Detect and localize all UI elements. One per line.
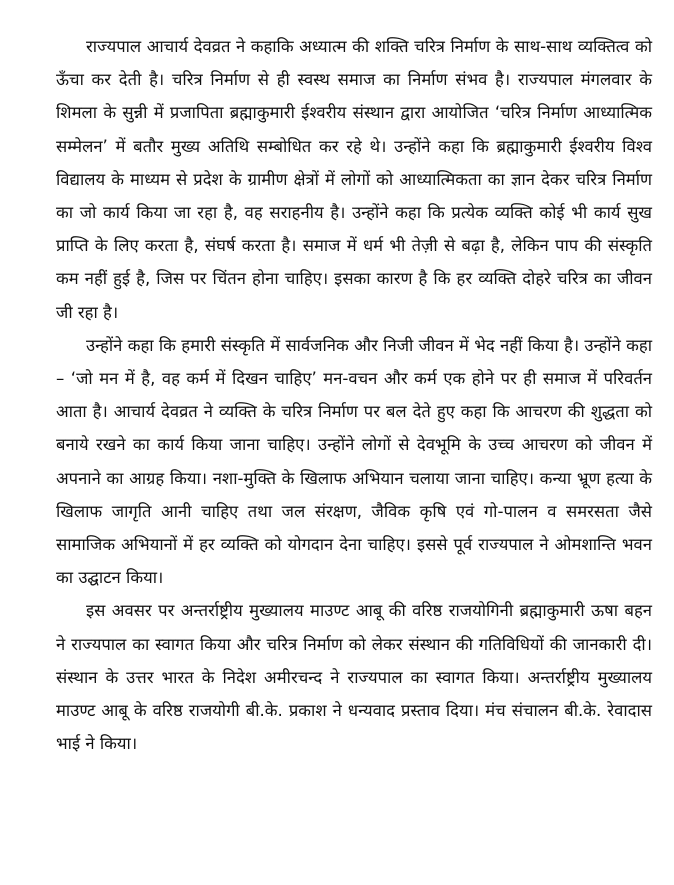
paragraph-1: राज्यपाल आचार्य देवव्रत ने कहाकि अध्यात्म की शक्ति चरित्र निर्माण के साथ-साथ व्यक्तित्व को ऊँचा कर देती है। चरित्र निर्माण से ही स्वस्थ समाज का निर्माण संभव है। राज्यपाल मंगलवार के शिमला के सुन्नी में प्रजापिता ब्रह्माकुमारी ईश्वरीय संस्थान द्वारा आयोजित ‘चरित्र निर्माण आध्यात्मिक सम्मेलन’ में बतौर मुख्य अतिथि सम्बोधित कर रहे थे। उन्होंने कहा कि ब्रह्माकुमारी ईश्वरीय विश्व विद्यालय के माध्यम से प्रदेश के ग्रामीण क्षेत्रों में लोगों को आध्यात्मिकता का ज्ञान देकर चरित्र निर्माण का जो कार्य किया जा रहा है, वह सराहनीय है। उन्होंने कहा कि प्रत्येक व्यक्ति कोई भी कार्य सुख प्राप्ति के लिए करता है, संघर्ष करता है। समाज में धर्म भी तेज़ी से बढ़ा है, लेकिन पाप की संस्कृति कम नहीं हुई है, जिस पर चिंतन होना चाहिए। इसका कारण है कि हर व्यक्ति दोहरे चरित्र का जीवन जी रहा है।: [56, 37, 652, 322]
paragraph-2: उन्होंने कहा कि हमारी संस्कृति में सार्वजनिक और निजी जीवन में भेद नहीं किया है। उन्होंने कहा – ‘जो मन में है, वह कर्म में दिखन चाहिए’ मन-वचन और कर्म एक होने पर ही समाज में परिवर्तन आता है। आचार्य देवव्रत ने व्यक्ति के चरित्र निर्माण पर बल देते हुए कहा कि आचरण की शुद्धता को बनाये रखने का कार्य किया जाना चाहिए। उन्होंने लोगों से देवभूमि के उच्च आचरण को जीवन में अपनाने का आग्रह किया। नशा-मुक्ति के खिलाफ अभियान चलाया जाना चाहिए। कन्या भ्रूण हत्या के खिलाफ जागृति आनी चाहिए तथा जल संरक्षण, जैविक कृषि एवं गो-पालन व समरसता जैसे सामाजिक अभियानों में हर व्यक्ति को योगदान देना चाहिए। इससे पूर्व राज्यपाल ने ओमशान्ति भवन का उद्घाटन किया।: [56, 335, 652, 588]
paragraph-3: इस अवसर पर अन्तर्राष्ट्रीय मुख्यालय माउण्ट आबू की वरिष्ठ राजयोगिनी ब्रह्माकुमारी ऊषा बहन ने राज्यपाल का स्वागत किया और चरित्र निर्माण को लेकर संस्थान की गतिविधियों की जानकारी दी। संस्थान के उत्तर भारत के निदेश अमीरचन्द ने राज्यपाल का स्वागत किया। अन्तर्राष्ट्रीय मुख्यालय माउण्ट आबू के वरिष्ठ राजयोगी बी.के. प्रकाश ने धन्यवाद प्रस्ताव दिया। मंच संचालन बी.के. रेवादास भाई ने किया।: [56, 601, 652, 754]
